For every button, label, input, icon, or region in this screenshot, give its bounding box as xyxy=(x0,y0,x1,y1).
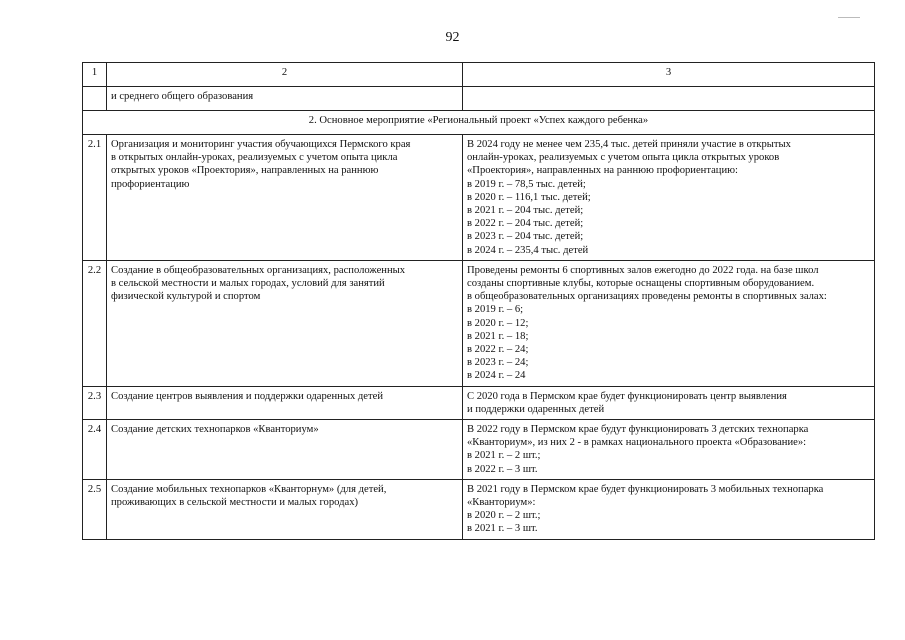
page-number: 92 xyxy=(445,30,460,45)
row-number: 2.5 xyxy=(83,479,107,539)
row-result-line: в 2021 г. – 2 шт.; xyxy=(467,450,541,462)
row-result-line: «Кванториум», из них 2 - в рамках национального проекта «Образование»: xyxy=(467,437,807,449)
row-result-line: «Кванториум»: xyxy=(467,497,536,509)
row-number: 2.4 xyxy=(83,420,107,480)
row-title-line: проживающих в сельской местности и малых городах) xyxy=(111,497,359,509)
row-title-line: Создание в общеобразовательных организациях, расположенных xyxy=(111,264,406,276)
row-result-line: в 2022 г. – 24; xyxy=(467,344,529,356)
scan-artifact xyxy=(838,17,860,18)
table-header-row xyxy=(83,63,875,87)
header-col-2: 2 xyxy=(107,63,463,87)
table-row xyxy=(83,260,875,386)
table-row xyxy=(83,420,875,480)
row-result-line: в 2022 г. – 204 тыс. детей; xyxy=(467,218,584,230)
row-result-line: созданы спортивные клубы, которые оснащены спортивным оборудованием. xyxy=(467,278,815,290)
row-result-line: в 2024 г. – 24 xyxy=(467,370,526,382)
row-title-line: профориентацию xyxy=(111,178,190,190)
row-result-line: в общеобразовательных организациях проведены ремонты в спортивных залах: xyxy=(467,291,827,303)
row-title-line: Создание детских технопарков «Кванториум» xyxy=(111,424,319,436)
row-title xyxy=(107,420,463,480)
header-col-3: 3 xyxy=(463,63,875,87)
continuation-num xyxy=(83,87,107,111)
table-row xyxy=(83,479,875,539)
row-result-line: в 2023 г. – 204 тыс. детей; xyxy=(467,231,584,243)
row-result-line: Проведены ремонты 6 спортивных залов ежегодно до 2022 года. на базе школ xyxy=(467,264,819,276)
row-title xyxy=(107,386,463,419)
document-table xyxy=(82,62,875,540)
row-title-line: в сельской местности и малых городах, условий для занятий xyxy=(111,278,385,290)
row-result-line: В 2021 году в Пермском крае будет функционировать 3 мобильных технопарка xyxy=(467,483,824,495)
row-result-line: и поддержки одаренных детей xyxy=(467,403,605,415)
row-result-line: в 2022 г. – 3 шт. xyxy=(467,463,538,475)
row-result-line: в 2019 г. – 6; xyxy=(467,304,524,316)
row-number: 2.1 xyxy=(83,135,107,261)
continuation-result xyxy=(463,87,875,111)
row-result-line: в 2021 г. – 18; xyxy=(467,330,529,342)
row-result-line: в 2021 г. – 3 шт. xyxy=(467,523,538,535)
row-result-line: С 2020 года в Пермском крае будет функционировать центр выявления xyxy=(467,390,787,402)
table-row xyxy=(83,386,875,419)
row-title-line: Организация и мониторинг участия обучающихся Пермского края xyxy=(111,139,411,150)
row-title-line: в открытых онлайн-уроках, реализуемых с учетом опыта цикла xyxy=(111,152,398,164)
row-result-line: в 2024 г. – 235,4 тыс. детей xyxy=(467,244,589,256)
row-result-line: В 2022 году в Пермском крае будут функционировать 3 детских технопарка xyxy=(467,424,809,436)
row-result-line: в 2020 г. – 116,1 тыс. детей; xyxy=(467,191,591,203)
row-result-line: в 2023 г. – 24; xyxy=(467,357,529,369)
row-result xyxy=(463,260,875,386)
row-result-line: «Проектория», направленных на раннюю профориентацию: xyxy=(467,165,739,177)
row-result-line: в 2019 г. – 78,5 тыс. детей; xyxy=(467,178,586,190)
row-result-line: В 2024 году не менее чем 235,4 тыс. детей приняли участие в открытых xyxy=(467,139,791,150)
row-title xyxy=(107,135,463,261)
header-col-1: 1 xyxy=(83,63,107,87)
row-result-line: в 2020 г. – 12; xyxy=(467,317,529,329)
table-row xyxy=(83,135,875,261)
row-result xyxy=(463,479,875,539)
row-title-line: открытых уроков «Проектория», направленных на раннюю xyxy=(111,165,379,177)
row-number: 2.2 xyxy=(83,260,107,386)
row-number: 2.3 xyxy=(83,386,107,419)
continuation-title: и среднего общего образования xyxy=(107,87,463,111)
row-title-line: Создание центров выявления и поддержки одаренных детей xyxy=(111,390,384,402)
row-result-line: онлайн-уроках, реализуемых с учетом опыта цикла открытых уроков xyxy=(467,152,780,164)
row-title xyxy=(107,479,463,539)
row-result-line: в 2021 г. – 204 тыс. детей; xyxy=(467,205,584,217)
continuation-row xyxy=(83,87,875,111)
section-title: 2. Основное мероприятие «Региональный проект «Успех каждого ребенка» xyxy=(83,111,875,135)
row-title-line: физической культурой и спортом xyxy=(111,291,261,303)
row-result-line: в 2020 г. – 2 шт.; xyxy=(467,510,541,522)
row-title xyxy=(107,260,463,386)
section-row xyxy=(83,111,875,135)
row-title-line: Создание мобильных технопарков «Кванторнум» (для детей, xyxy=(111,483,387,495)
row-result xyxy=(463,386,875,419)
row-result xyxy=(463,420,875,480)
row-result xyxy=(463,135,875,261)
